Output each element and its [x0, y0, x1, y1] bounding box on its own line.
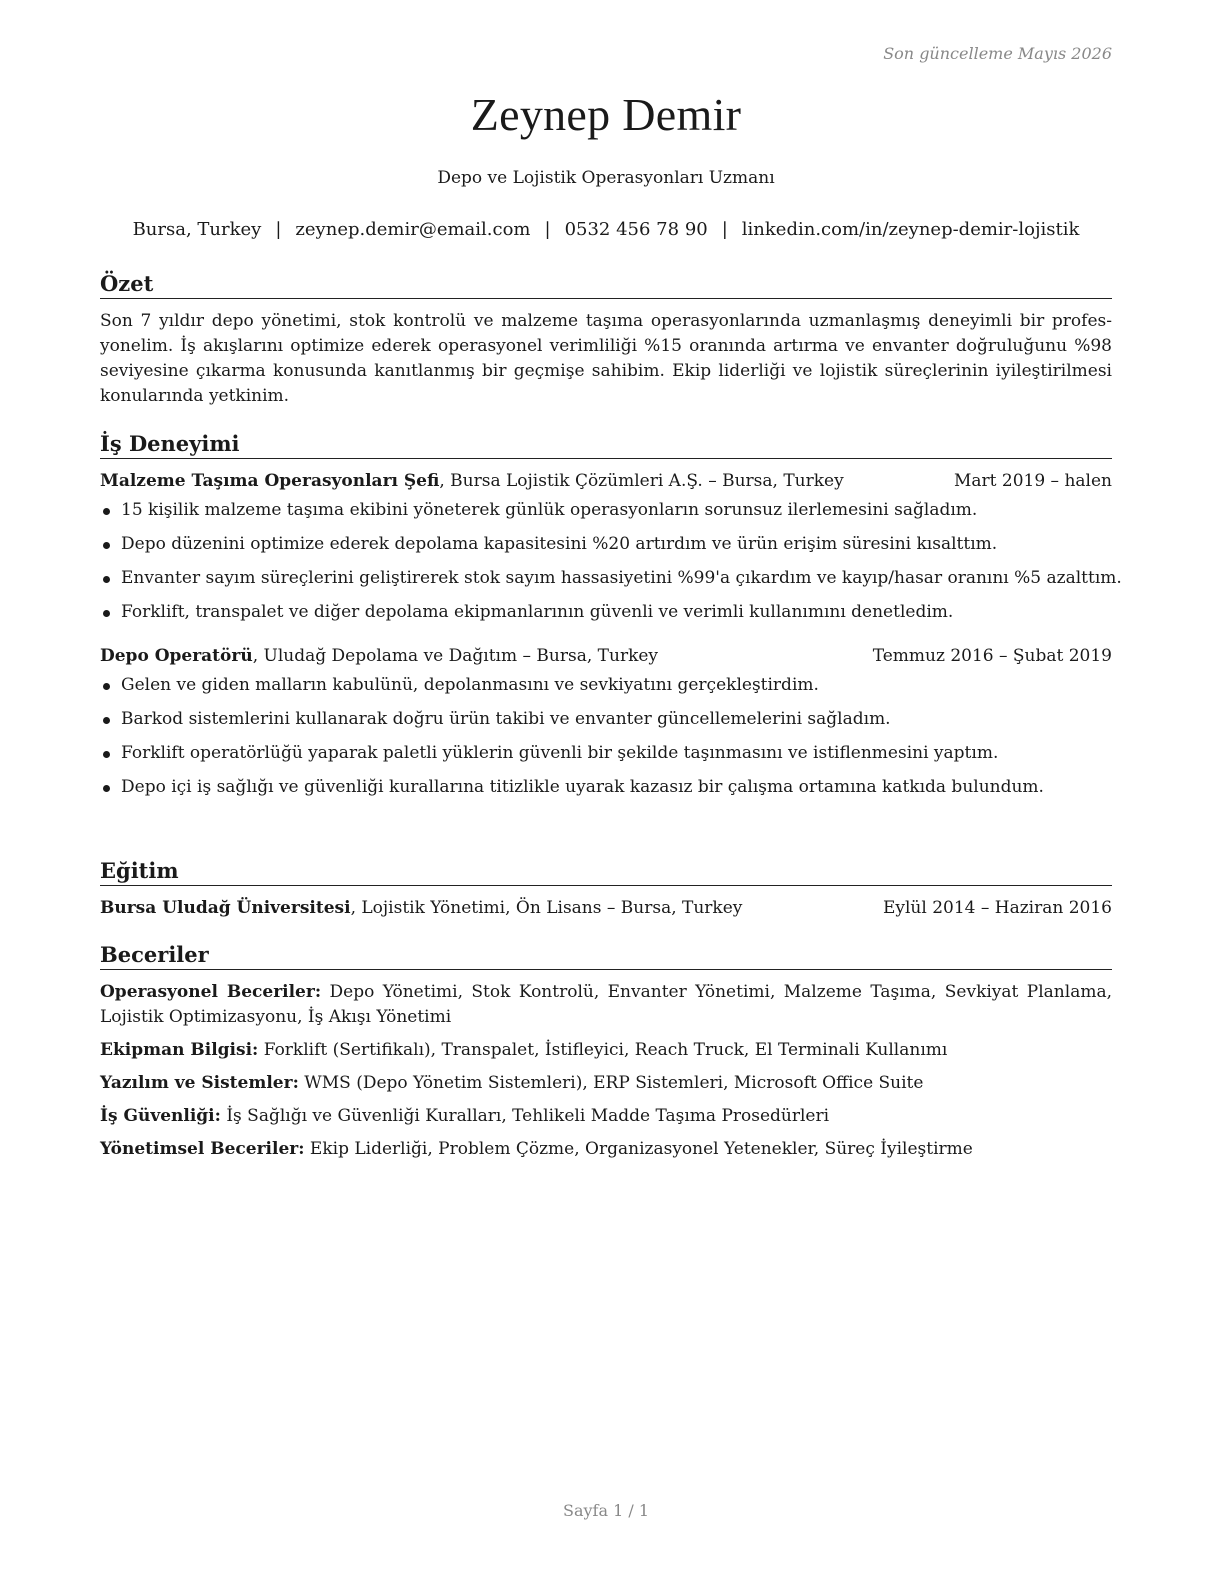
education-dates: Eylül 2014 – Haziran 2016 — [882, 898, 1112, 918]
contact-location: Bursa, Turkey — [132, 219, 262, 240]
job-dates: Temmuz 2016 – Şubat 2019 — [872, 646, 1112, 666]
list-item: 15 kişilik malzeme taşıma ekibini yöneterek günlük operasyonların sorunsuz ilerlemesini sağladım. — [100, 498, 1112, 523]
skill-label: Yazılım ve Sistemler: — [100, 1073, 299, 1093]
summary-text: Son 7 yıldır depo yönetimi, stok kontrolü ve malzeme taşıma operasyonlarında uzmanlaşmış deneyimli bir profesyonelim. İş akışlarını optimize ederek operasyonel verimliliği %15 oranında artırma ve envanter doğruluğunu %98 seviyesine çıkarma konusunda kanıtlanmış bir geçmişe sahibim. Ekip liderliği ve lojistik süreçlerinin iyileştirilmesi konularında yetkinim. — [100, 311, 1112, 406]
section-title: Beceriler — [100, 942, 1112, 970]
skill-value: İş Sağlığı ve Güvenliği Kuralları, Tehlikeli Madde Taşıma Prosedürleri — [220, 1106, 830, 1126]
list-item: Barkod sistemlerini kullanarak doğru ürün takibi ve envanter güncellemelerini sağladım. — [100, 707, 1112, 732]
section-title: Eğitim — [100, 858, 1112, 886]
job-dates: Mart 2019 – halen — [953, 471, 1112, 491]
education-entry — [100, 896, 1112, 921]
experience-section — [100, 431, 1122, 809]
job-role: Malzeme Taşıma Operasyonları Şefi — [100, 471, 440, 491]
list-item: Depo düzenini optimize ederek depolama kapasitesini %20 artırdım ve ürün erişim süresini kısalttım. — [100, 532, 1112, 557]
candidate-headline: Depo ve Lojistik Operasyonları Uzmanı — [437, 168, 775, 188]
skill-label: İş Güvenliği: — [100, 1106, 221, 1126]
education-detail: , Lojistik Yönetimi, Ön Lisans – Bursa, Turkey — [350, 898, 743, 918]
job-company: , Uludağ Depolama ve Dağıtım – Bursa, Turkey — [252, 646, 659, 666]
job-bullets — [100, 673, 1112, 800]
skills-section — [100, 942, 1112, 1170]
skill-line — [100, 1038, 1112, 1063]
job-entry — [100, 469, 1122, 625]
skill-label: Ekipman Bilgisi: — [100, 1040, 259, 1060]
education-section — [100, 858, 1112, 921]
skill-label: Operasyonel Beceriler: — [100, 982, 322, 1002]
skill-value: WMS (Depo Yönetim Sistemleri), ERP Sistemleri, Microsoft Office Suite — [298, 1073, 924, 1093]
candidate-name: Zeynep Demir — [470, 89, 742, 140]
skill-label: Yönetimsel Beceriler: — [100, 1139, 305, 1159]
list-item: Forklift operatörlüğü yaparak paletli yüklerin güvenli bir şekilde taşınmasını ve istiflenmesini yaptım. — [100, 741, 1112, 766]
page-number: Sayfa 1 / 1 — [562, 1501, 649, 1520]
skill-value: Ekip Liderliği, Problem Çözme, Organizasyonel Yetenekler, Süreç İyileştirme — [304, 1139, 973, 1159]
contact-separator: | — [544, 219, 551, 240]
contact-email[interactable]: zeynep.demir@email.com — [295, 219, 531, 240]
contact-phone: 0532 456 78 90 — [564, 219, 708, 240]
job-bullets — [100, 498, 1122, 625]
skill-value: Forklift (Sertifikalı), Transpalet, İstifleyici, Reach Truck, El Terminali Kullanımı — [258, 1040, 948, 1060]
skill-line — [100, 980, 1112, 1030]
job-company: , Bursa Lojistik Çözümleri A.Ş. – Bursa, Turkey — [439, 471, 844, 491]
list-item: Forklift, transpalet ve diğer depolama ekipmanlarının güvenli ve verimli kullanımını denetledim. — [100, 600, 1112, 625]
contact-linkedin[interactable]: linkedin.com/in/zeynep-demir-lojistik — [741, 219, 1080, 240]
list-item: Envanter sayım süreçlerini geliştirerek stok sayım hassasiyetini %99'a çıkardım ve kayıp/hasar oranını %5 azalttım. — [100, 566, 1112, 591]
skill-line — [100, 1137, 1112, 1162]
job-header — [100, 644, 1112, 669]
job-entry — [100, 644, 1112, 800]
job-header — [100, 469, 1112, 494]
education-school: Bursa Uludağ Üniversitesi — [100, 898, 351, 918]
skill-value: Depo Yönetimi, Stok Kontrolü, Envanter Yönetimi, Malzeme Taşıma, Sevkiyat Planlama, Lojistik Optimizasyonu, İş Akışı Yönetimi — [100, 982, 1112, 1027]
list-item: Gelen ve giden malların kabulünü, depolanmasını ve sevkiyatını gerçekleştirdim. — [100, 673, 1112, 698]
skill-line — [100, 1071, 1112, 1096]
last-updated-note: Son güncelleme Mayıs 2026 — [883, 44, 1112, 63]
contact-line — [100, 219, 1112, 240]
list-item: Depo içi iş sağlığı ve güvenliği kurallarına titizlikle uyarak kazasız bir çalışma ortamına katkıda bulundum. — [100, 775, 1112, 800]
skill-line — [100, 1104, 1112, 1129]
job-role: Depo Operatörü — [100, 646, 253, 666]
contact-separator: | — [721, 219, 728, 240]
section-title: İş Deneyimi — [100, 431, 1112, 459]
contact-separator: | — [275, 219, 282, 240]
section-title: Özet — [100, 271, 1112, 299]
summary-section — [100, 271, 1112, 409]
